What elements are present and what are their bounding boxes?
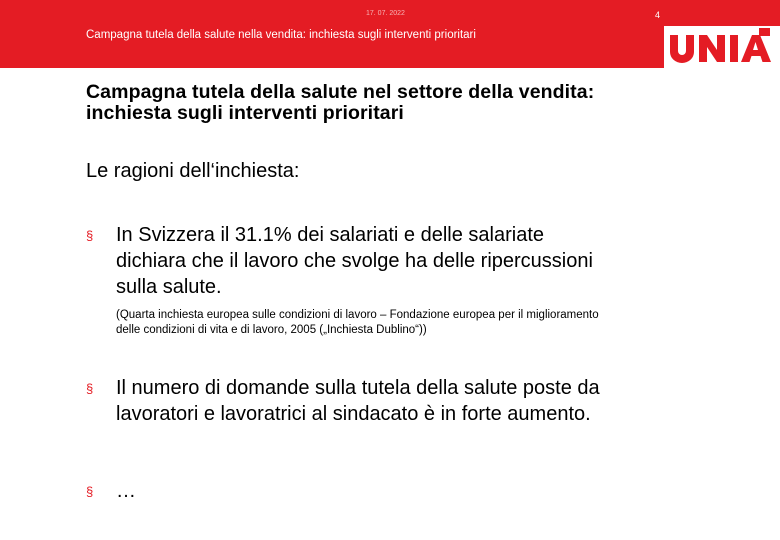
bullet-text — [116, 375, 756, 427]
bullet-line: dichiara che il lavoro che svolge ha delle ripercussioni — [116, 250, 593, 272]
bullet-line: … — [116, 480, 136, 502]
bullet-line: Il numero di domande sulla tutela della salute poste da — [116, 377, 600, 399]
bullet-line: sulla salute. — [116, 276, 222, 298]
unia-logo — [664, 26, 780, 68]
source-note — [116, 308, 599, 338]
bullet-text — [116, 478, 756, 504]
bullet-marker: § — [86, 484, 94, 499]
slide-title-line-1: Campagna tutela della salute nel settore della vendita: — [86, 81, 595, 103]
page-number: 4 — [655, 10, 661, 20]
header-subtitle: Campagna tutela della salute nella vendita: inchiesta sugli interventi prioritari — [86, 29, 476, 41]
bullet-marker: § — [86, 228, 94, 243]
bullet-text — [116, 222, 756, 300]
slide-title-line-2: inchiesta sugli interventi prioritari — [86, 102, 404, 124]
bullet-line: In Svizzera il 31.1% dei salariati e delle salariate — [116, 224, 544, 246]
bullet-marker: § — [86, 381, 94, 396]
bullet-line: lavoratori e lavoratrici al sindacato è in forte aumento. — [116, 403, 591, 425]
section-heading: Le ragioni dell‘inchiesta: — [86, 160, 300, 182]
header-date: 17. 07. 2022 — [366, 10, 405, 17]
source-note-line-2: delle condizioni di vita e di lavoro, 2005 („Inchiesta Dublino“)) — [116, 324, 427, 336]
source-note-line-1: (Quarta inchiesta europea sulle condizioni di lavoro – Fondazione europea per il miglioramento — [116, 309, 599, 321]
slide-title — [86, 82, 766, 124]
